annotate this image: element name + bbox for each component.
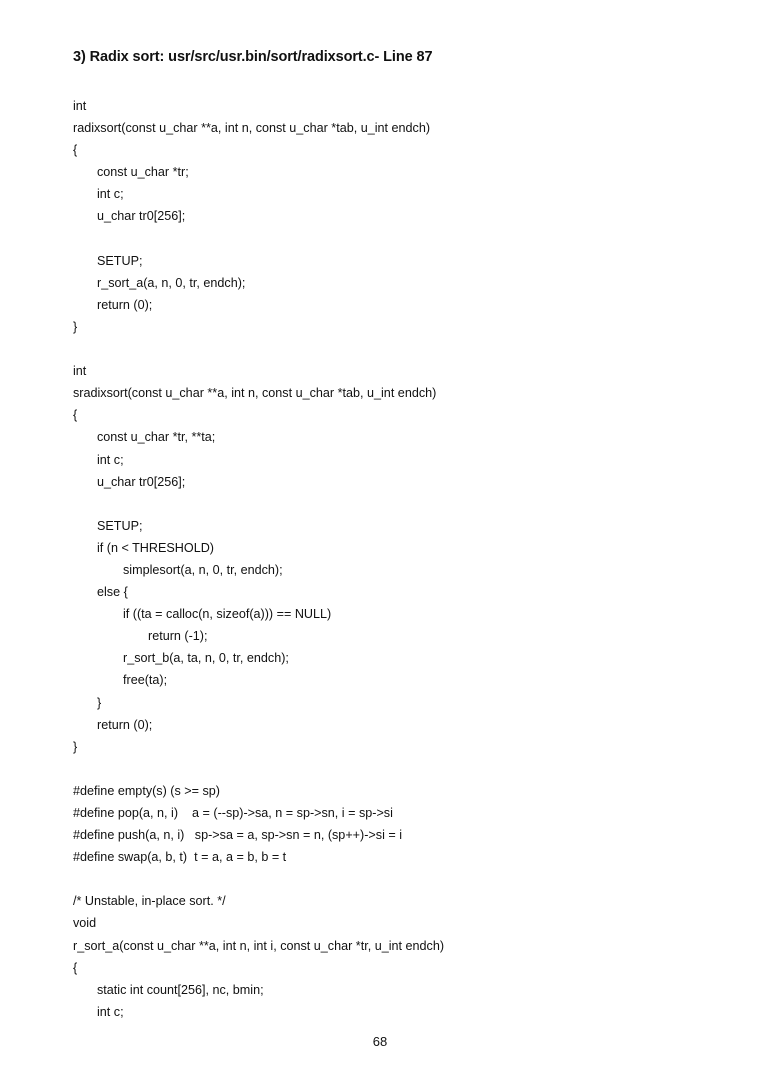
code-line: r_sort_a(const u_char **a, int n, int i, const u_char *tr, u_int endch) (73, 938, 445, 953)
code-line: static int count[256], nc, bmin; (97, 982, 264, 997)
code-line: #define empty(s) (s >= sp) (73, 783, 220, 798)
code-line: else { (97, 585, 128, 600)
code-line: u_char tr0[256]; (97, 209, 186, 224)
code-line (73, 338, 444, 360)
code-line: radixsort(const u_char **a, int n, const u_char *tab, u_int endch) (73, 121, 431, 136)
code-line: return (-1); (148, 629, 208, 644)
code-line (73, 868, 444, 890)
code-line (73, 758, 444, 780)
code-line: } (73, 739, 78, 754)
code-listing (73, 95, 444, 1023)
code-line: return (0); (97, 717, 153, 732)
code-line: sradixsort(const u_char **a, int n, const u_char *tab, u_int endch) (73, 386, 437, 401)
code-line: SETUP; (97, 518, 143, 533)
code-line: int c; (97, 187, 124, 202)
code-line: return (0); (97, 297, 153, 312)
code-line: { (73, 960, 78, 975)
code-line: #define push(a, n, i) sp->sa = a, sp->sn = n, (sp++)->si = i (73, 828, 403, 843)
code-line: { (73, 408, 78, 423)
code-line: #define pop(a, n, i) a = (--sp)->sa, n = sp->sn, i = sp->si (73, 806, 393, 820)
code-line (73, 228, 444, 250)
code-line: int c; (97, 452, 124, 467)
section-heading: 3) Radix sort: usr/src/usr.bin/sort/radixsort.c- Line 87 (73, 49, 433, 65)
code-line: int (73, 364, 87, 379)
code-line: if (n < THRESHOLD) (97, 540, 214, 555)
page-number: 68 (372, 1034, 388, 1049)
code-line: const u_char *tr; (97, 165, 189, 180)
code-line: void (73, 916, 97, 931)
code-line: #define swap(a, b, t) t = a, a = b, b = t (73, 850, 287, 865)
code-line: const u_char *tr, **ta; (97, 430, 216, 445)
code-line: if ((ta = calloc(n, sizeof(a))) == NULL) (123, 607, 332, 622)
code-line: /* Unstable, in-place sort. */ (73, 894, 226, 909)
code-line: } (97, 695, 102, 710)
code-line: int (73, 99, 87, 113)
code-line: r_sort_b(a, ta, n, 0, tr, endch); (123, 651, 289, 666)
code-line: simplesort(a, n, 0, tr, endch); (123, 562, 283, 577)
code-line: { (73, 143, 78, 158)
code-line: int c; (97, 1004, 124, 1019)
code-line: SETUP; (97, 253, 143, 268)
code-line (73, 493, 444, 515)
code-line: r_sort_a(a, n, 0, tr, endch); (97, 275, 246, 290)
code-line: free(ta); (123, 673, 168, 688)
code-line: } (73, 319, 78, 334)
code-line: u_char tr0[256]; (97, 474, 186, 489)
